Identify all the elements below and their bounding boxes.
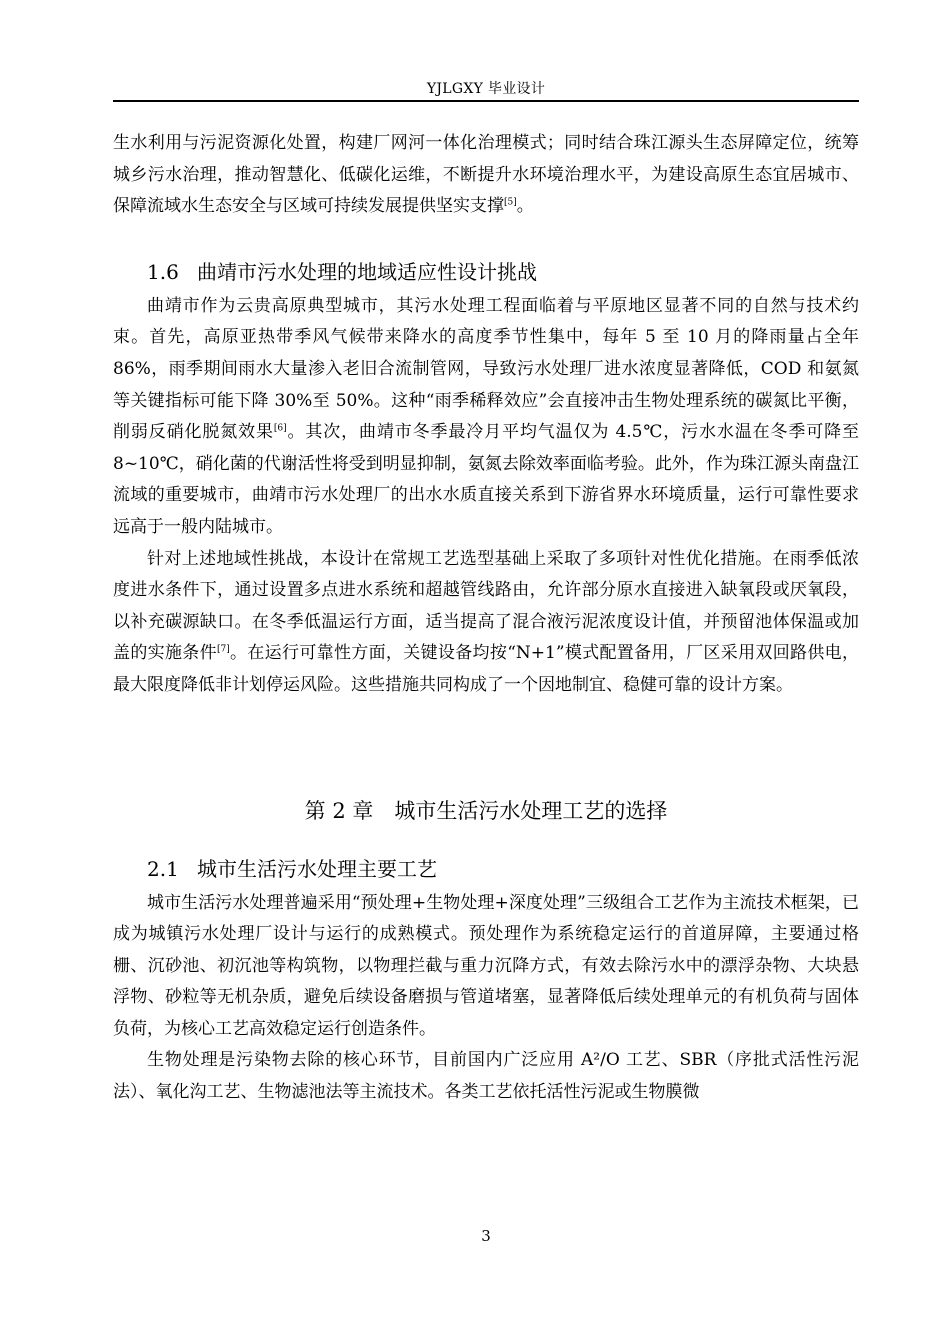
paragraph-2-1-b: 生物处理是污染物去除的核心环节，目前国内广泛应用 A²/O 工艺、SBR（序批式活性污泥法）、氧化沟工艺、生物滤池法等主流技术。各类工艺依托活性污泥或生物膜微 <box>113 1050 859 1103</box>
carry-over-paragraph <box>113 128 859 223</box>
section-title: 城市生活污水处理主要工艺 <box>197 856 437 881</box>
chapter-heading: 第 2 章 城市生活污水处理工艺的选择 <box>304 798 668 823</box>
citation-ref[interactable]: [5] <box>504 197 517 208</box>
citation-ref[interactable]: [7] <box>216 644 230 655</box>
running-header: YJLGXY 毕业设计 <box>426 81 546 97</box>
paragraph-text: 曲靖市作为云贵高原典型城市，其污水处理工程面临着与平原地区显著不同的自然与技术约束。首先，高原亚热带季风气候带来降水的高度季节性集中，每年 5 至 10 月的降雨量占全年 86%，雨季期间雨水大量渗入老旧合流制管网，导致污水处理厂进水浓度显著降低，COD 和氨氮等关键指标可能下降 30%至 50%。这种“雨季稀释效应”会直接冲击生物处理系统的碳氮比平衡，削弱反硝化脱氮效果 <box>113 295 859 443</box>
page-body <box>113 128 859 1109</box>
page-number: 3 <box>481 1227 491 1245</box>
section-heading-2-1 <box>113 854 859 884</box>
paragraph-1-6-a <box>113 291 859 544</box>
carry-over-text: 生水利用与污泥资源化处置，构建厂网河一体化治理模式；同时结合珠江源头生态屏障定位，统筹城乡污水治理，推动智慧化、低碳化运维，不断提升水环境治理水平，为建设高原生态宜居城市、保障流域水生态安全与区域可持续发展提供坚实支撑 <box>113 133 859 217</box>
paragraph-1-6-b <box>113 544 859 702</box>
section-number: 1.6 <box>147 259 179 284</box>
citation-ref[interactable]: [6] <box>273 423 287 434</box>
section-title: 曲靖市污水处理的地域适应性设计挑战 <box>197 259 537 284</box>
paragraph-text: 。其次，曲靖市冬季最冷月平均气温仅为 4.5℃，污水水温在冬季可降至 8~10℃，硝化菌的代谢活性将受到明显抑制，氨氮去除效率面临考验。此外，作为珠江源头南盘江流域的重要城市，曲靖市污水处理厂的出水水质直接关系到下游省界水环境质量，运行可靠性要求远高于一般内陆城市。 <box>113 422 859 537</box>
section-number: 2.1 <box>147 856 179 881</box>
header-rule <box>113 100 859 102</box>
paragraph-text: 针对上述地域性挑战，本设计在常规工艺选型基础上采取了多项针对性优化措施。在雨季低浓度进水条件下，通过设置多点进水系统和超越管线路由，允许部分原水直接进入缺氧段或厌氧段，以补充碳源缺口。在冬季低温运行方面，适当提高了混合液污泥浓度设计值，并预留池体保温或加盖的实施条件 <box>113 548 859 664</box>
paragraph-text: 。在运行可靠性方面，关键设备均按“N+1”模式配置备用，厂区采用双回路供电，最大限度降低非计划停运风险。这些措施共同构成了一个因地制宜、稳健可靠的设计方案。 <box>113 643 860 695</box>
section-heading-1-6 <box>113 257 859 287</box>
carry-over-end: 。 <box>516 196 534 217</box>
paragraph-2-1-a: 城市生活污水处理普遍采用“预处理+生物处理+深度处理”三级组合工艺作为主流技术框架，已成为城镇污水处理厂设计与运行的成熟模式。预处理作为系统稳定运行的首道屏障，主要通过格栅、沉砂池、初沉池等构筑物，以物理拦截与重力沉降方式，有效去除污水中的漂浮杂物、大块悬浮物、砂粒等无机杂质，避免后续设备磨损与管道堵塞，显著降低后续处理单元的有机负荷与固体负荷，为核心工艺高效稳定运行创造条件。 <box>113 892 859 1039</box>
